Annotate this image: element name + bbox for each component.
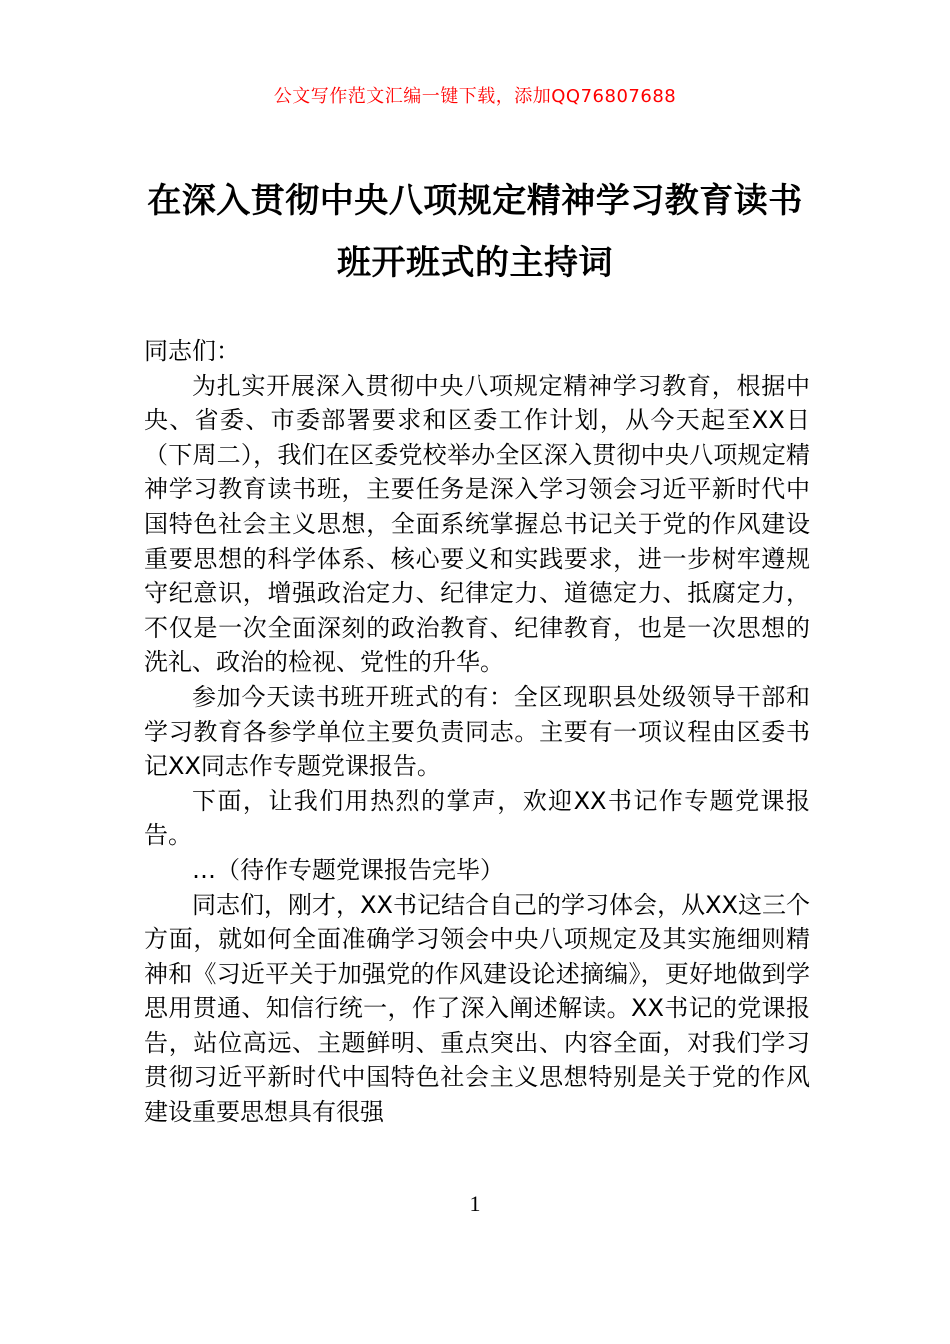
download-banner: 公文写作范文汇编一键下载，添加QQ76807688 — [273, 86, 677, 107]
document-body — [144, 334, 810, 1130]
document-title: 在深入贯彻中央八项规定精神学习教育读书班开班式的主持词 — [147, 181, 803, 283]
paragraph: 下面，让我们用热烈的掌声，欢迎XX书记作专题党课报告。 — [144, 786, 810, 850]
salutation: 同志们： — [144, 337, 240, 365]
paragraph: …（待作专题党课报告完毕） — [192, 855, 504, 884]
paragraph: 参加今天读书班开班式的有：全区现职县处级领导干部和学习教育各参学单位主要负责同志。主要有一项议程由区委书记XX同志作专题党课报告。 — [144, 682, 810, 781]
page-number: 1 — [469, 1191, 481, 1216]
paragraph: 同志们，刚才，XX书记结合自己的学习体会，从XX这三个方面，就如何全面准确学习领会中央八项规定及其实施细则精神和《习近平关于加强党的作风建设论述摘编》，更好地做到学思用贯通、知信行统一，作了深入阐述解读。XX书记的党课报告，站位高远、主题鲜明、重点突出、内容全面，对我们学习贯彻习近平新时代中国特色社会主义思想特别是关于党的作风建设重要思想具有很强 — [144, 890, 810, 1127]
paragraph: 为扎实开展深入贯彻中央八项规定精神学习教育，根据中央、省委、市委部署要求和区委工作计划，从今天起至XX日（下周二），我们在区委党校举办全区深入贯彻中央八项规定精神学习教育读书班，主要任务是深入学习领会习近平新时代中国特色社会主义思想，全面系统掌握总书记关于党的作风建设重要思想的科学体系、核心要义和实践要求，进一步树牢遵规守纪意识，增强政治定力、纪律定力、道德定力、抵腐定力，不仅是一次全面深刻的政治教育、纪律教育，也是一次思想的洗礼、政治的检视、党性的升华。 — [144, 371, 810, 677]
